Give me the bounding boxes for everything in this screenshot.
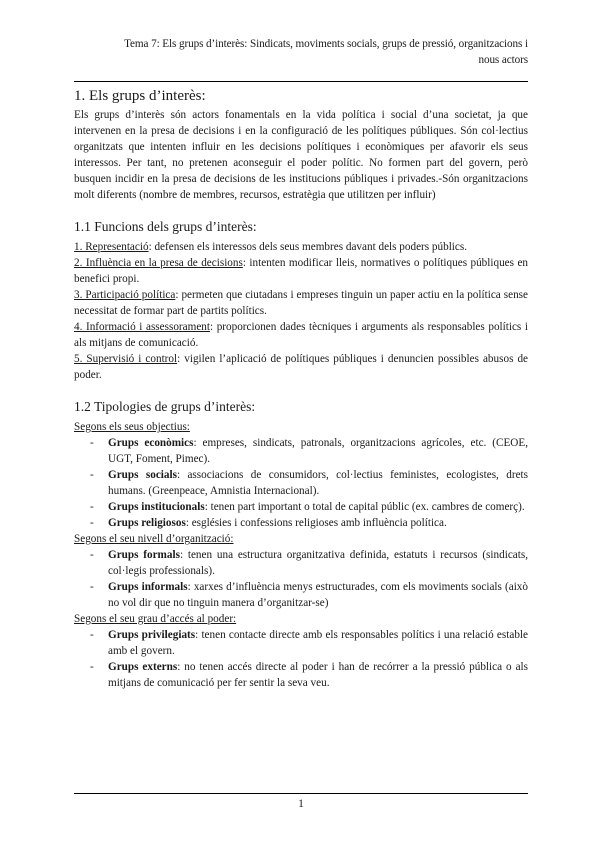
list-item <box>74 627 528 659</box>
function-description: : permeten que ciutadans i empreses tinguin un paper actiu en la política sense necessitat de formar part de partits polítics. <box>74 289 528 317</box>
function-term: 1. Representació <box>74 241 149 253</box>
item-term: Grups privilegiats <box>108 629 196 641</box>
typology-list-access <box>74 627 528 691</box>
section-1-paragraph: Els grups d’interès són actors fonamentals en la vida política i social d’una societat, ja que intervenen en la presa de decisions i en la configuració de les polítiques públiques. Són col·lectius organitzats que intenten influir en les decisions polítiques i econòmiques per afavorir els seus interessos. Per tant, no pretenen aconseguir el poder polític. No formen part del govern, però busquen incidir en la presa de decisions de les institucions públiques i privades.-Són organitzacions molt diferents (nombre de membres, recursos, estratègia que utilitzen per influir) <box>74 109 528 201</box>
dash-bullet: - <box>90 517 94 529</box>
page-number: 1 <box>298 798 304 810</box>
list-item <box>74 467 528 499</box>
footer-divider <box>74 793 528 794</box>
function-item <box>74 255 528 287</box>
list-item <box>74 515 528 531</box>
section-1-2-title: 1.2 Tipologies de grups d’interès: <box>74 399 256 414</box>
item-description: : associacions de consumidors, col·lectius feministes, ecologistes, drets humans. (Greenpeace, Amnistia Internacional). <box>108 469 528 497</box>
function-item <box>74 351 528 383</box>
list-item <box>74 659 528 691</box>
dash-bullet: - <box>90 661 94 673</box>
function-term: 2. Influència en la presa de decisions <box>74 257 243 269</box>
list-item <box>74 499 528 515</box>
section-1-1-title: 1.1 Funcions dels grups d’interès: <box>74 219 257 234</box>
function-term: 4. Informació i assessorament <box>74 321 210 333</box>
function-term: 3. Participació política <box>74 289 176 301</box>
running-header <box>74 36 528 68</box>
section-1-title: 1. Els grups d’interès: <box>74 88 206 104</box>
item-term: Grups econòmics <box>108 437 194 449</box>
function-term: 5. Supervisió i control <box>74 353 178 365</box>
dash-bullet: - <box>90 581 94 593</box>
list-item <box>74 547 528 579</box>
functions-list <box>74 239 528 383</box>
dash-bullet: - <box>90 629 94 641</box>
item-description: : empreses, sindicats, patronals, organitzacions agrícoles, etc. (CEOE, UGT, Foment, Pimec). <box>108 437 528 465</box>
item-description: : xarxes d’influència menys estructurades, com els moviments socials (això no vol dir que no tinguin manera d’organitzar-se) <box>108 581 528 609</box>
function-description: : defensen els interessos dels seus membres davant dels poders públics. <box>148 241 468 253</box>
list-item <box>74 435 528 467</box>
function-item <box>74 239 528 255</box>
function-description: : vigilen l’aplicació de polítiques públiques i denuncien possibles abusos de poder. <box>74 353 529 381</box>
item-term: Grups informals <box>108 581 188 593</box>
item-description: : tenen una estructura organitzativa definida, estatuts i recursos (sindicats, col·legis professionals). <box>108 549 529 577</box>
typology-heading-organization: Segons el seu nivell d’organització: <box>74 533 234 545</box>
typology-list-objectives <box>74 435 528 531</box>
item-description: : no tenen accés directe al poder i han de recórrer a la pressió pública o als mitjans de comunicació per fer sentir la seva veu. <box>108 661 528 689</box>
dash-bullet: - <box>90 437 94 449</box>
document-body <box>74 86 528 691</box>
item-description: : tenen part important o total de capital públic (ex. cambres de comerç). <box>204 501 525 513</box>
header-line-2: nous actors <box>478 54 528 66</box>
item-description: : tenen contacte directe amb els responsables polítics i una relació estable amb el govern. <box>108 629 528 657</box>
typology-heading-access: Segons el seu grau d’accés al poder: <box>74 613 237 625</box>
function-description: : intenten modificar lleis, normatives o polítiques públiques en benefici propi. <box>74 257 529 285</box>
item-term: Grups externs <box>108 661 178 673</box>
item-term: Grups socials <box>108 469 177 481</box>
item-term: Grups religiosos <box>108 517 186 529</box>
function-item <box>74 287 528 319</box>
header-line-1: Tema 7: Els grups d’interès: Sindicats, moviments socials, grups de pressió, organitzacions i <box>124 38 528 50</box>
item-term: Grups institucionals <box>108 501 205 513</box>
list-item <box>74 579 528 611</box>
dash-bullet: - <box>90 501 94 513</box>
typology-list-organization <box>74 547 528 611</box>
function-item <box>74 319 528 351</box>
dash-bullet: - <box>90 469 94 481</box>
function-description: : proporcionen dades tècniques i arguments als responsables polítics i als mitjans de comunicació. <box>74 321 528 349</box>
header-divider <box>74 81 528 82</box>
typology-heading-objectives: Segons els seus objectius: <box>74 421 190 433</box>
dash-bullet: - <box>90 549 94 561</box>
item-description: : esglésies i confessions religioses amb influència política. <box>185 517 447 529</box>
item-term: Grups formals <box>108 549 180 561</box>
